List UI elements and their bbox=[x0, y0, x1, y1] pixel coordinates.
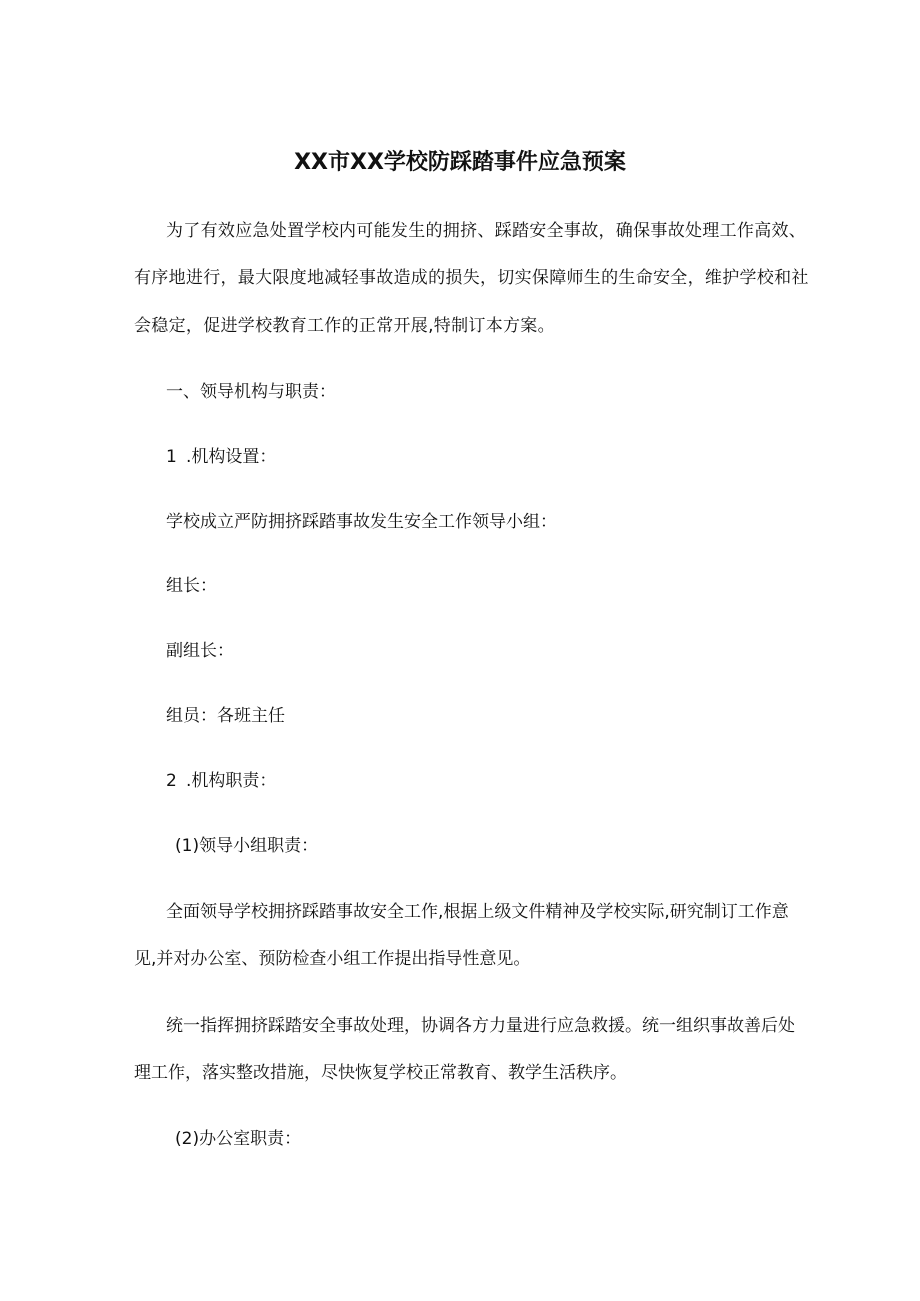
members-line: 组员：各班主任 bbox=[166, 706, 285, 726]
sub-1-para-1-line-2: 见,并对办公室、预防检查小组工作提出指导性意见。 bbox=[134, 949, 531, 969]
sub-1-para-2-line-2: 理工作，落实整改措施，尽快恢复学校正常教育、教学生活秩序。 bbox=[134, 1063, 627, 1083]
sub-1-para-2-line-1: 统一指挥拥挤踩踏安全事故处理，协调各方力量进行应急救援。统一组织事故善后处 bbox=[166, 1016, 795, 1036]
intro-line-1: 为了有效应急处置学校内可能发生的拥挤、踩踏安全事故，确保事故处理工作高效、 bbox=[166, 221, 807, 241]
intro-line-2: 有序地进行，最大限度地减轻事故造成的损失，切实保障师生的生命安全，维护学校和社 bbox=[134, 268, 809, 288]
item-2-label: .机构职责： bbox=[186, 771, 277, 791]
item-2-number: 2 bbox=[166, 771, 177, 791]
intro-line-3: 会稳定，促进学校教育工作的正常开展,特制订本方案。 bbox=[134, 316, 555, 336]
item-2-heading bbox=[166, 770, 276, 792]
vice-leader-line: 副组长： bbox=[166, 641, 234, 661]
document-title: XX市XX学校防踩踏事件应急预案 bbox=[294, 150, 626, 175]
leader-line: 组长： bbox=[166, 576, 217, 596]
item-1-number: 1 bbox=[166, 447, 177, 467]
sub-1-heading: (1)领导小组职责： bbox=[175, 836, 319, 856]
group-setup-text: 学校成立严防拥挤踩踏事故发生安全工作领导小组： bbox=[166, 512, 557, 532]
sub-1-para-1-line-1: 全面领导学校拥挤踩踏事故安全工作,根据上级文件精神及学校实际,研究制订工作意 bbox=[166, 902, 789, 922]
section-1-heading: 一、领导机构与职责： bbox=[166, 382, 336, 402]
sub-2-heading: (2)办公室职责： bbox=[175, 1129, 302, 1149]
item-1-heading bbox=[166, 446, 276, 468]
item-1-label: .机构设置： bbox=[186, 447, 277, 467]
